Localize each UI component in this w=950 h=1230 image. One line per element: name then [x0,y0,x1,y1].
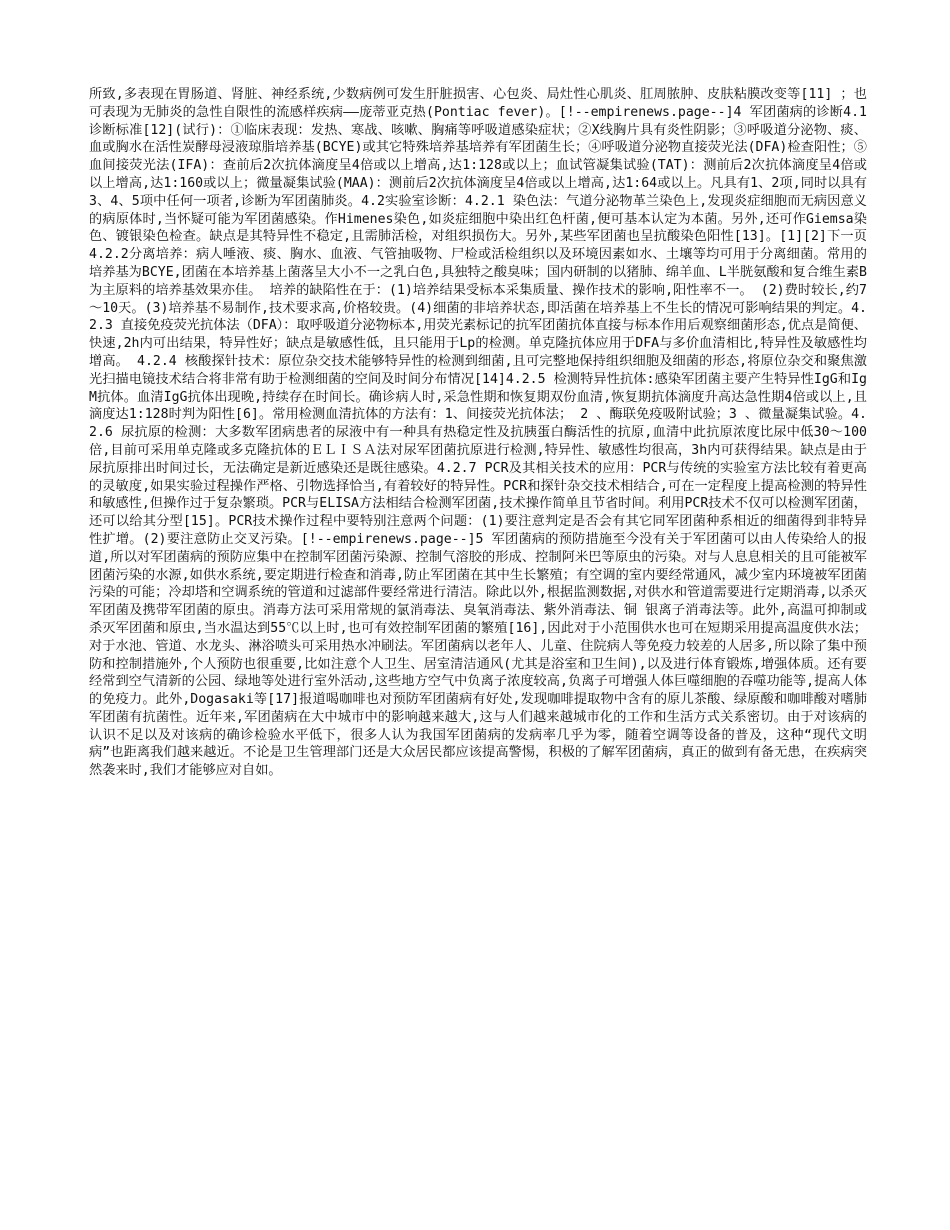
body-paragraph: 所致,多表现在胃肠道、肾脏、神经系统,少数病例可发生肝脏损害、心包炎、局灶性心肌炎、肛周脓肿、皮肤粘膜改变等[11] ；也可表现为无肺炎的急性自限性的流感样疾病——庞蒂亚克热(Pontiac fever)。[!--empirenews.page--]4 军团菌病的诊断4.1 诊断标准[12](试行)：①临床表现：发热、寒战、咳嗽、胸痛等呼吸道感染症状；②X线胸片具有炎性阴影；③呼吸道分泌物、痰、血或胸水在活性炭酵母浸液琼脂培养基(BCYE)或其它特殊培养基培养有军团菌生长；④呼吸道分泌物直接荧光法(DFA)检查阳性；⑤血间接荧光法(IFA)：查前后2次抗体滴度呈4倍或以上增高,达1:128或以上；血试管凝集试验(TAT)：测前后2次抗体滴度呈4倍或以上增高,达1:160或以上；微量凝集试验(MAA)：测前后2次抗体滴度呈4倍或以上增高,达1:64或以上。凡具有1、2项,同时以具有3、4、5项中任何一项者,诊断为军团菌肺炎。4.2实验室诊断：4.2.1 染色法：气道分泌物革兰染色上,发现炎症细胞而无病因意义的病原体时,当怀疑可能为军团菌感染。作Himenes染色,如炎症细胞中染出红色杆菌,便可基本认定为本菌。另外,还可作Giemsa染色、镀银染色检查。缺点是其特异性不稳定,且需肺活检，对组织损伤大。另外,某些军团菌也呈抗酸染色阳性[13]。[1][2]下一页 4.2.2分离培养：病人唾液、痰、胸水、血液、气管抽吸物、尸检或活检组织以及环境因素如水、土壤等均可用于分离细菌。常用的培养基为BCYE,团菌在本培养基上菌落呈大小不一之乳白色,具独特之酸臭味；国内研制的以猪肺、绵羊血、L半胱氨酸和复合维生素B为主原料的培养基效果亦佳。 培养的缺陷性在于：(1)培养结果受标本采集质量、操作技术的影响,阳性率不一。 (2)费时较长,约7～10天。(3)培养基不易制作,技术要求高,价格较贵。(4)细菌的非培养状态,即活菌在培养基上不生长的情况可影响结果的判定。4.2.3 直接免疫荧光抗体法（DFA）：取呼吸道分泌物标本,用荧光素标记的抗军团菌抗体直接与标本作用后观察细菌形态,优点是简便、快速,2h内可出结果，特异性好；缺点是敏感性低，且只能用于Lp的检测。单克隆抗体应用于DFA与多价血清相比,特异性及敏感性均增高。 4.2.4 核酸探针技术：原位杂交技术能够特异性的检测到细菌,且可完整地保持组织细胞及细菌的形态,将原位杂交和聚焦激光扫描电镜技术结合将非常有助于检测细菌的空间及时间分布情况[14]4.2.5 检测特异性抗体:感染军团菌主要产生特异性IgG和IgM抗体。血清IgG抗体出现晚,持续存在时间长。确诊病人时,采急性期和恢复期双份血清,恢复期抗体滴度升高达急性期4倍或以上,且滴度达1:128时判为阳性[6]。常用检测血清抗体的方法有：1、间接荧光抗体法； 2 、酶联免疫吸附试验；3 、微量凝集试验。4.2.6 尿抗原的检测：大多数军团病患者的尿液中有一种具有热稳定性及抗胰蛋白酶活性的抗原,血清中此抗原浓度比尿中低30～100倍,目前可采用单克隆或多克隆抗体的ＥＬＩＳＡ法对尿军团菌抗原进行检测,特异性、敏感性均很高，3h内可获得结果。缺点是由于尿抗原排出时间过长，无法确定是新近感染还是既往感染。4.2.7 PCR及其相关技术的应用：PCR与传统的实验室方法比较有着更高的灵敏度,如果实验过程操作严格、引物选择恰当,有着较好的特异性。PCR和探针杂交技术相结合,可在一定程度上提高检测的特异性和敏感性,但操作过于复杂繁琐。PCR与ELISA方法相结合检测军团菌,技术操作简单且节省时间。利用PCR技术不仅可以检测军团菌，还可以给其分型[15]。PCR技术操作过程中要特别注意两个问题：(1)要注意判定是否会有其它同军团菌种系相近的细菌得到非特异性扩增。(2)要注意防止交叉污染。[!--empirenews.page--]5 军团菌病的预防措施至今没有关于军团菌可以由人传染给人的报道,所以对军团菌病的预防应集中在控制军团菌污染源、控制气溶胶的形成、控制阿米巴等原虫的污染。对与人息息相关的且可能被军团菌污染的水源,如供水系统,要定期进行检查和消毒,防止军团菌在其中生长繁殖；有空调的室内要经常通风，减少室内环境被军团菌污染的可能；冷却塔和空调系统的管道和过滤部件要经常进行清洁。除此以外,根据监测数据,对供水和管道需要进行定期消毒,以杀灭军团菌及携带军团菌的原虫。消毒方法可采用常规的氯消毒法、臭氧消毒法、紫外消毒法、铜 银离子消毒法等。此外,高温可抑制或杀灭军团菌和原虫,当水温达到55℃以上时,也可有效控制军团菌的繁殖[16],因此对于小范围供水也可在短期采用提高温度供水法；对于水池、管道、水龙头、淋浴喷头可采用热水冲刷法。军团菌病以老年人、儿童、住院病人等免疫力较差的人居多,所以除了集中预防和控制措施外,个人预防也很重要,比如注意个人卫生、居室清洁通风(尤其是浴室和卫生间),以及进行体育锻炼,增强体质。还有要经常到空气清新的公园、绿地等处进行室外活动,这些地方空气中负离子浓度较高,负离子可增强人体巨噬细胞的吞噬功能等,提高人体的免疫力。此外,Dogasaki等[17]报道喝咖啡也对预防军团菌病有好处,发现咖啡提取物中含有的原儿茶酸、绿原酸和咖啡酸对嗜肺军团菌有抗菌性。近年来,军团菌病在大中城市中的影响越来越大,这与人们越来越城市化的工作和生活方式关系密切。由于对该病的认识不足以及对该病的确诊检验水平低下，很多人认为我国军团菌病的发病率几乎为零，随着空调等设备的普及，这种“现代文明病”也距离我们越来越近。不论是卫生管理部门还是大众居民都应该提高警惕，积极的了解军团菌病，真正的做到有备无患，在疾病突然袭来时,我们才能够应对自如。 [89,87,867,779]
document-page [89,86,867,780]
